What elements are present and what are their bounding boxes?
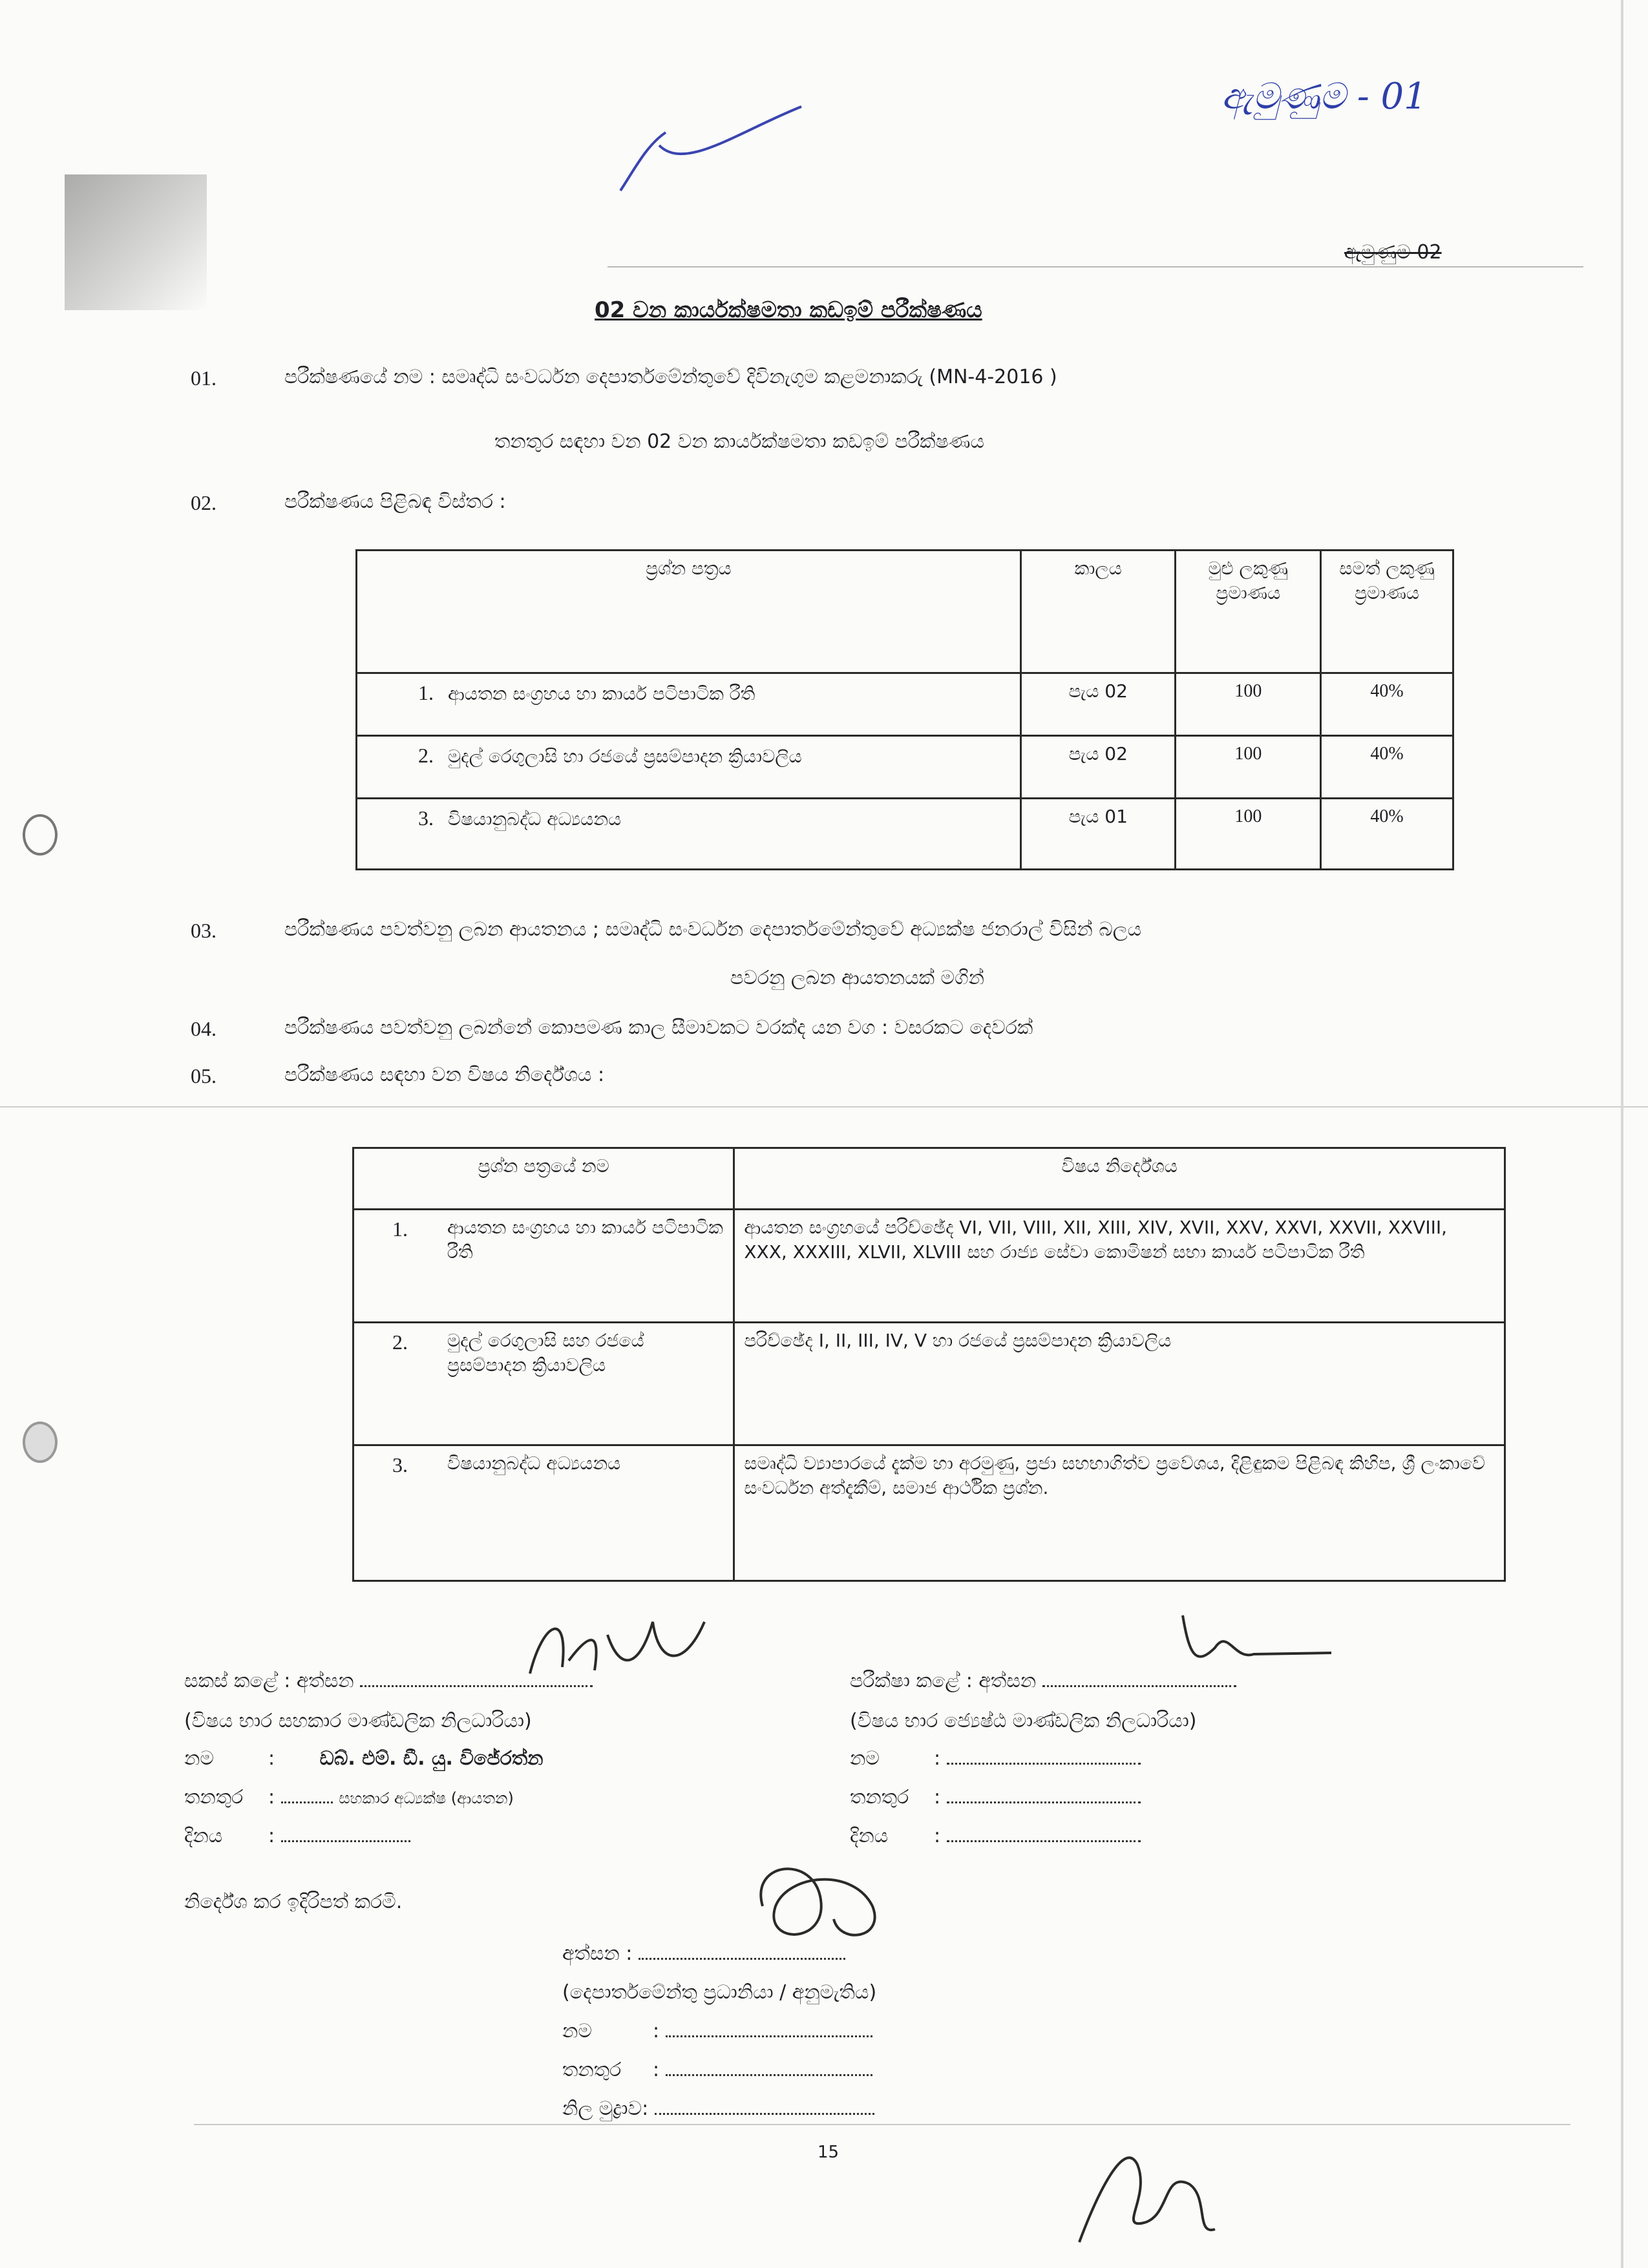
header-time: කාලය: [1020, 551, 1176, 673]
paper-name: ආයතන සංග්‍රහය හා කාර්ය පටිපාටික රීති: [447, 1217, 723, 1263]
total-cell: 100: [1176, 799, 1321, 870]
time-cell: පැය 02: [1020, 736, 1176, 799]
annex-label: ඇමුණුම - 01: [1221, 76, 1427, 118]
paper-name: විෂයානුබද්ධ අධ්‍යයනය: [448, 808, 622, 830]
table-header-row: [357, 551, 1453, 673]
approver-post-row: තනතුර :: [562, 2058, 872, 2083]
syllabus-table: [352, 1147, 1506, 1582]
header-pass-marks: සමත් ලකුණු ප්‍රමාණය: [1321, 551, 1453, 673]
header-total-marks: මුළු ලකුණු ප්‍රමාණය: [1176, 551, 1321, 673]
prepared-signature: [491, 1596, 750, 1699]
paper-cell: [357, 799, 1021, 870]
punch-hole-bottom: [23, 1422, 58, 1463]
item-05-number: 05.: [191, 1064, 217, 1087]
row-number: 3.: [392, 1453, 408, 1476]
item-02-number: 02.: [191, 491, 217, 514]
total-cell: 100: [1176, 736, 1321, 799]
table-row: [354, 1210, 1505, 1323]
checked-by-title: (විෂය භාර ජ්‍යෙෂ්ඨ මාණ්ඩලික නිලධාරියා): [850, 1710, 1197, 1732]
paper-cell: [357, 736, 1021, 799]
recommendation-text: නිර්දේශ කර ඉදිරිපත් කරමි.: [184, 1891, 403, 1913]
table-row: [357, 799, 1453, 870]
header-syllabus: විෂය නිර්දේශය: [734, 1148, 1505, 1210]
prepared-name-row: නම : ඩබ්. එම්. ඩී. යු. විජේරත්න: [184, 1747, 544, 1770]
name-label: නම: [184, 1747, 214, 1770]
item-04-number: 04.: [191, 1017, 217, 1040]
item-01-subtext: තනතුර සඳහා වන 02 වන කාර්යක්ෂමතා කඩඉම් පරීක්ෂණය: [494, 430, 985, 453]
exam-papers-table: [355, 549, 1454, 870]
tick-mark: [607, 94, 814, 204]
item-01-number: 01.: [191, 366, 217, 390]
time-cell: පැය 02: [1020, 673, 1176, 736]
approver-name-row: නම :: [562, 2019, 872, 2044]
paper-cell: [354, 1445, 734, 1581]
paper-cell: [354, 1210, 734, 1323]
post-label: තනතුර: [184, 1786, 244, 1809]
checked-date-row: දිනය :: [850, 1824, 1141, 1849]
initials-scribble: [1060, 2126, 1228, 2255]
pass-cell: 40%: [1321, 673, 1453, 736]
item-03-subtext: පවරනු ලබන ආයතනයක් මගින්: [730, 967, 984, 989]
prepared-post-row: තනතුර : සහකාර අධ්‍යක්ෂ (ආයතන): [184, 1786, 514, 1809]
row-number: 2.: [392, 1330, 408, 1354]
prepared-by-title: (විෂය භාර සහකාර මාණ්ඩලික නිලධාරියා): [184, 1710, 532, 1732]
paper-name: මුදල් රෙගුලාසි සහ රජයේ ප්‍රසම්පාදන ක්‍රියාවලිය: [447, 1330, 644, 1376]
header-paper: ප්‍රශ්න පත්‍රය: [357, 551, 1021, 673]
table-row: [357, 673, 1453, 736]
punch-hole-top: [23, 814, 58, 856]
item-04-text: පරීක්ෂණය පවත්වනු ලබන්නේ කොපමණ කාල සීමාවකට වරක්ද යන වග : වසරකට දෙවරක්: [284, 1016, 1033, 1039]
approver-seal-row: [562, 2097, 874, 2121]
post-label: තනතුර: [850, 1786, 909, 1809]
item-01-text: පරීක්ෂණයේ නම : සමෘද්ධි සංවර්ධන දෙපාර්තමේන්තුවේ දිවිනැගුම කළමනාකරු (MN-4-2016 ): [284, 366, 1057, 388]
scan-shadow: [65, 174, 207, 310]
name-label: නම: [850, 1747, 880, 1770]
item-02-text: පරීක්ෂණය පිළිබඳ විස්තර :: [284, 490, 506, 513]
post-value: සහකාර අධ්‍යක්ෂ (ආයතන): [339, 1789, 514, 1807]
page-title: 02 වන කාර්යක්ෂමතා කඩඉම් පරීක්ෂණය: [595, 297, 982, 323]
fold-line: [0, 1106, 1648, 1108]
prepared-date-row: දිනය :: [184, 1824, 410, 1849]
checked-by-role: පරීක්ෂා කළේ : අත්සන: [850, 1670, 1037, 1692]
checked-name-row: නම :: [850, 1747, 1141, 1771]
table-header-row: [354, 1148, 1505, 1210]
row-number: 1.: [418, 681, 434, 704]
table-row: [357, 736, 1453, 799]
pass-cell: 40%: [1321, 799, 1453, 870]
table-row: [354, 1445, 1505, 1581]
paper-name: මුදල් රෙගුලාසි හා රජයේ ප්‍රසම්පාදන ක්‍රියාවලිය: [448, 746, 802, 767]
paper-cell: [354, 1323, 734, 1445]
paper-name: විෂයානුබද්ධ අධ්‍යයනය: [447, 1453, 621, 1474]
total-cell: 100: [1176, 673, 1321, 736]
table-row: [354, 1323, 1505, 1445]
name-value: ඩබ්. එම්. ඩී. යු. විජේරත්න: [319, 1747, 544, 1770]
paper-cell: [357, 673, 1021, 736]
crossed-label: ඇමුණුම 02: [1344, 241, 1442, 264]
item-05-text: පරීක්ෂණය සඳහා වන විෂය නිර්දේශය :: [284, 1064, 605, 1086]
row-number: 1.: [392, 1217, 408, 1241]
bottom-rule: [194, 2124, 1570, 2125]
date-label: දිනය: [850, 1825, 889, 1847]
approver-signature-row: [562, 1942, 845, 1966]
seal-label: නිල මුද්‍රාව:: [562, 2097, 649, 2120]
name-label: නම: [562, 2020, 592, 2042]
row-number: 3.: [418, 806, 434, 830]
page-number: 15: [818, 2143, 840, 2162]
syllabus-cell: ආයතන සංග්‍රහයේ පරිච්ඡේද VI, VII, VIII, XII, XIII, XIV, XVII, XXV, XXVI, XXVII, XXVIII, XXX, XXXIII, XLVII, XLVIII සහ රාජ්‍ය සේවා කොමිෂන් සභා කාර්ය පටිපාටික රීති: [734, 1210, 1505, 1323]
syllabus-cell: පරිච්ඡේද I, II, III, IV, V හා රජයේ ප්‍රසම්පාදන ක්‍රියාවලිය: [734, 1323, 1505, 1445]
checked-post-row: තනතුර :: [850, 1785, 1141, 1810]
date-label: දිනය: [184, 1825, 223, 1847]
prepared-by-role: සකස් කළේ : අත්සන: [184, 1670, 354, 1692]
syllabus-cell: සමෘද්ධි ව්‍යාපාරයේ දැක්ම හා අරමුණු, ප්‍රජා සහභාගිත්ව ප්‍රවේශය, දිළිඳුකම පිළිබඳ කිහිප, ශ්‍රී ලංකාවේ සංවර්ධන අත්දැකීම්, සමාජ ආර්ථික ප්‍රශ්න.: [734, 1445, 1505, 1581]
item-03-number: 03.: [191, 919, 217, 942]
checked-signature: [1157, 1602, 1351, 1680]
header-rule: [607, 266, 1583, 268]
time-cell: පැය 01: [1020, 799, 1176, 870]
row-number: 2.: [418, 744, 434, 767]
header-paper-name: ප්‍රශ්න පත්‍රයේ නම: [354, 1148, 734, 1210]
approver-title: (දෙපාර්තමේන්තු ප්‍රධානියා / අනුමැතිය): [562, 1981, 877, 2004]
signature-label: අත්සන :: [562, 1942, 633, 1965]
post-label: තනතුර: [562, 2059, 622, 2081]
paper-name: ආයතන සංග්‍රහය හා කාර්ය පටිපාටික රීති: [448, 683, 755, 704]
item-03-text: පරීක්ෂණය පවත්වනු ලබන ආයතනය ; සමෘද්ධි සංවර්ධන දෙපාර්තමේන්තුවේ අධ්‍යක්ෂ ජනරාල් විසින් බලය: [284, 918, 1142, 941]
right-edge: [1621, 0, 1623, 2268]
pass-cell: 40%: [1321, 736, 1453, 799]
